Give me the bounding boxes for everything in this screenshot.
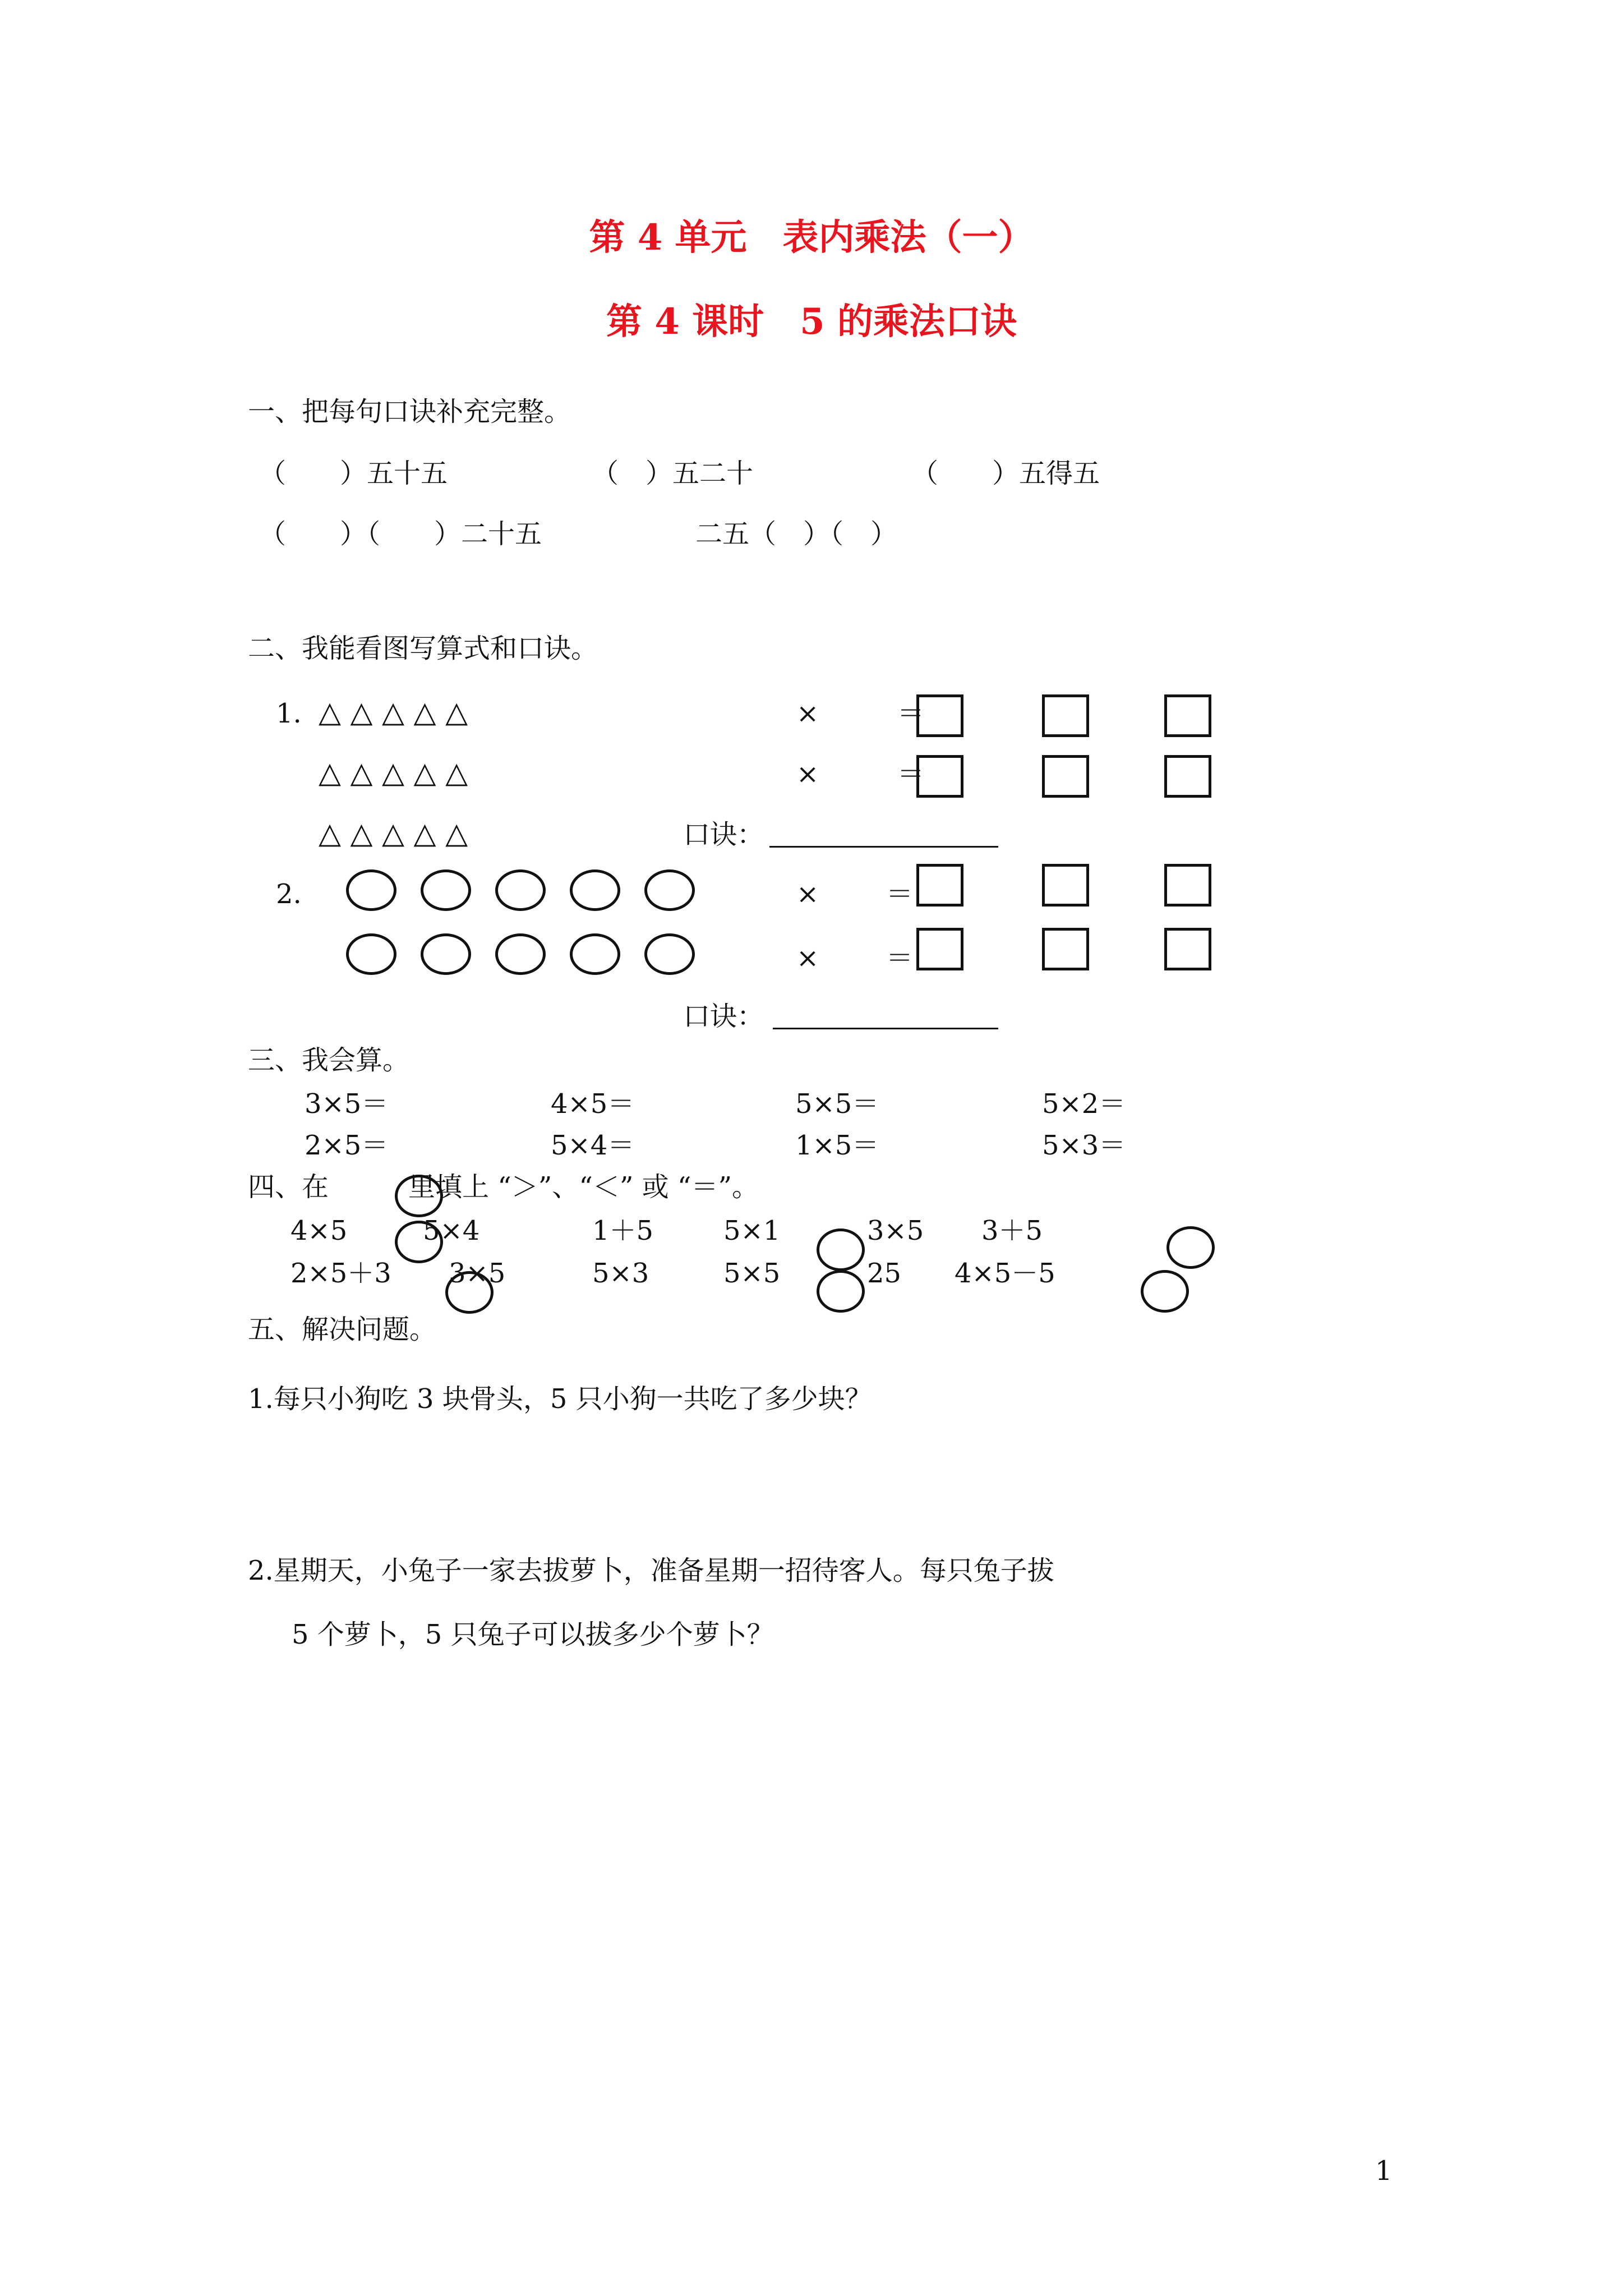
calc-item: 1×5＝ <box>795 1130 879 1161</box>
answer-box[interactable] <box>1164 694 1211 737</box>
calc-item: 5×2＝ <box>1042 1088 1126 1120</box>
rhyme-blank-1: （ ）五十五 <box>259 458 448 489</box>
times-sign: × <box>796 698 819 729</box>
compare-left: 4×5 <box>291 1215 348 1246</box>
answer-box[interactable] <box>1042 864 1089 907</box>
circle-shape <box>495 933 546 975</box>
compare-circle[interactable] <box>1166 1226 1215 1269</box>
answer-box[interactable] <box>1164 928 1211 970</box>
compare-circle[interactable] <box>395 1175 443 1217</box>
compare-left: 5×3 <box>592 1258 649 1289</box>
times-sign: × <box>796 758 819 790</box>
equals-sign: ＝ <box>886 942 914 974</box>
rhyme-blank-4: （ ）（ ）二十五 <box>259 518 542 550</box>
circle-shape <box>495 869 546 911</box>
section1-heading: 一、把每句口诀补充完整。 <box>248 396 571 427</box>
answer-box[interactable] <box>1164 864 1211 907</box>
circle-shape <box>346 933 396 975</box>
answer-box[interactable] <box>916 928 963 970</box>
answer-box[interactable] <box>916 694 963 737</box>
section2-heading: 二、我能看图写算式和口诀。 <box>248 633 598 664</box>
compare-right: 3＋5 <box>981 1215 1043 1246</box>
rhyme-label: 口诀： <box>683 819 764 850</box>
times-sign: × <box>796 878 819 910</box>
section5-heading: 五、解决问题。 <box>248 1314 437 1345</box>
answer-box[interactable] <box>916 864 963 907</box>
page-subtitle: 第 4 课时 5 的乘法口诀 <box>606 301 1017 343</box>
rhyme-answer-line[interactable] <box>769 846 998 848</box>
answer-box[interactable] <box>1042 928 1089 970</box>
circle-shape <box>421 869 471 911</box>
equals-sign: ＝ <box>897 698 925 729</box>
circle-shape <box>644 933 695 975</box>
answer-box[interactable] <box>1042 755 1089 798</box>
circle-shape <box>421 933 471 975</box>
equals-sign: ＝ <box>897 758 925 790</box>
compare-circle[interactable] <box>445 1271 494 1314</box>
calc-item: 2×5＝ <box>305 1130 389 1161</box>
compare-left: 3×5 <box>867 1215 924 1246</box>
circle-shape <box>346 869 396 911</box>
triangle-row-2: △ △ △ △ △ <box>319 756 468 790</box>
rhyme-blank-5: 二五（ ）（ ） <box>695 518 898 550</box>
circle-shape <box>570 933 620 975</box>
rhyme-answer-line[interactable] <box>773 1028 998 1029</box>
compare-right: 4×5－5 <box>955 1258 1055 1289</box>
triangle-row-1: △ △ △ △ △ <box>319 696 468 729</box>
circle-shape <box>644 869 695 911</box>
rhyme-blank-2: （ ）五二十 <box>592 458 754 489</box>
compare-circle[interactable] <box>817 1270 865 1313</box>
compare-circle[interactable] <box>817 1228 865 1271</box>
compare-left: 2×5＋3 <box>291 1258 391 1289</box>
rhyme-label: 口诀： <box>683 1001 764 1032</box>
rhyme-blank-3: （ ）五得五 <box>911 458 1100 489</box>
calc-item: 5×3＝ <box>1042 1130 1126 1161</box>
circle-shape <box>570 869 620 911</box>
answer-box[interactable] <box>1164 755 1211 798</box>
times-sign: × <box>796 942 819 974</box>
compare-right: 5×5 <box>723 1258 781 1289</box>
calc-item: 4×5＝ <box>551 1088 635 1120</box>
compare-left: 1＋5 <box>592 1215 654 1246</box>
page-title: 第 4 单元 表内乘法（一） <box>589 217 1034 259</box>
section4-heading: 四、在 <box>248 1171 329 1203</box>
compare-right: 5×4 <box>423 1215 480 1246</box>
word-problem-1: 1.每只小狗吃 3 块骨头，5 只小狗一共吃了多少块？ <box>248 1383 872 1415</box>
compare-circle[interactable] <box>395 1221 443 1263</box>
question-number-2: 2. <box>276 878 302 910</box>
calc-item: 5×4＝ <box>551 1130 635 1161</box>
section4-heading-rest: 里填上 “＞”、“＜” 或 “＝”。 <box>408 1171 759 1203</box>
question-number-1: 1. <box>276 698 302 729</box>
compare-left: 25 <box>867 1258 902 1289</box>
answer-box[interactable] <box>1042 694 1089 737</box>
equals-sign: ＝ <box>886 878 914 910</box>
compare-right: 5×1 <box>723 1215 781 1246</box>
word-problem-2-line1: 2.星期天，小兔子一家去拔萝卜，准备星期一招待客人。每只兔子拔 <box>248 1555 1054 1586</box>
compare-right: 3×5 <box>449 1258 506 1289</box>
calc-item: 5×5＝ <box>795 1088 879 1120</box>
compare-circle[interactable] <box>1141 1270 1189 1313</box>
triangle-row-3: △ △ △ △ △ <box>319 817 468 850</box>
section3-heading: 三、我会算。 <box>248 1045 410 1076</box>
word-problem-2-line2: 5 个萝卜，5 只兔子可以拔多少个萝卜？ <box>292 1619 774 1650</box>
page-number: 1 <box>1375 2155 1393 2187</box>
answer-box[interactable] <box>916 755 963 798</box>
calc-item: 3×5＝ <box>305 1088 389 1120</box>
